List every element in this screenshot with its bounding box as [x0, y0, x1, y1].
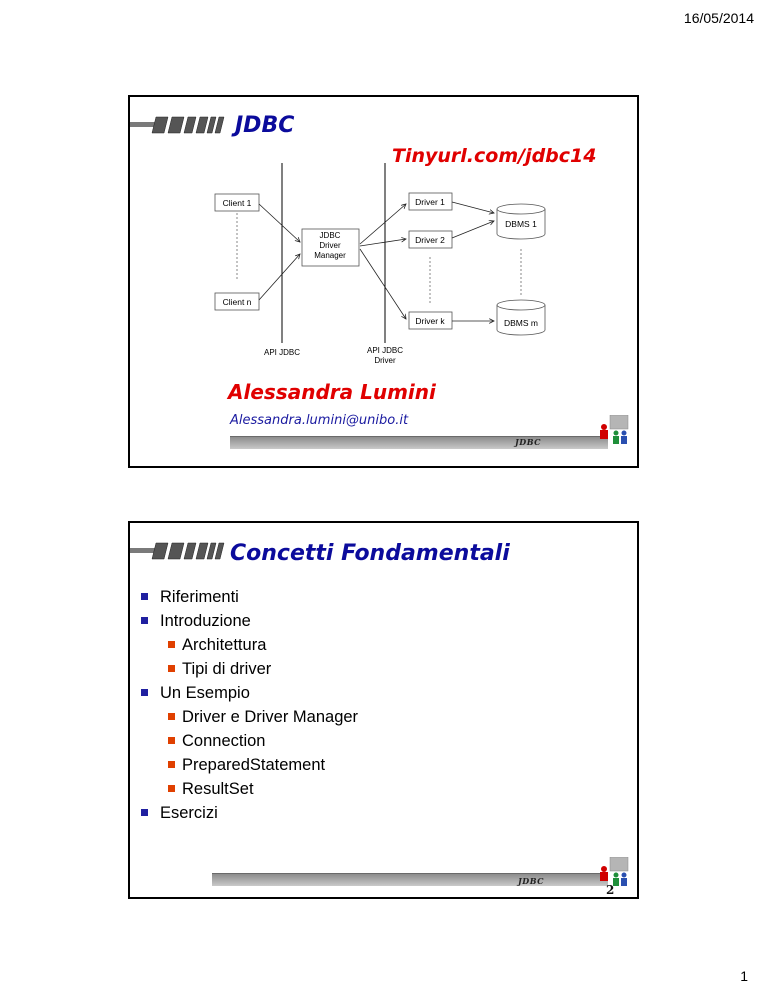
- list-item: Architettura: [130, 633, 358, 657]
- footer-label: JDBC: [515, 437, 541, 447]
- list-item: Connection: [130, 729, 358, 753]
- list-item: Riferimenti: [130, 585, 358, 609]
- topic-list: [130, 585, 358, 825]
- university-logo-icon: [596, 415, 630, 445]
- list-item: Driver e Driver Manager: [130, 705, 358, 729]
- page-number: 1: [740, 968, 748, 984]
- list-item: Tipi di driver: [130, 657, 358, 681]
- api-driver-label-line2: Driver: [374, 356, 396, 365]
- api-jdbc-label: API JDBC: [263, 348, 301, 357]
- jdbc-architecture-diagram: [130, 97, 639, 377]
- tinyurl-link: Tinyurl.com/jdbc14: [392, 145, 597, 167]
- footer-bar: [230, 436, 608, 449]
- slide-number: 2: [606, 883, 615, 897]
- arrow-manager-driver1: [360, 204, 406, 244]
- driver-k-label: Driver k: [415, 316, 445, 326]
- arrow-manager-driverk: [360, 249, 406, 319]
- author-name: Alessandra Lumini: [228, 380, 436, 404]
- manager-label-line2: Driver: [319, 241, 341, 250]
- manager-label-line3: Manager: [314, 251, 346, 260]
- api-driver-label-line1: API JDBC: [366, 346, 404, 355]
- dbms-m-label: DBMS m: [504, 318, 538, 328]
- slide-1: [128, 95, 639, 468]
- client-1-label: Client 1: [222, 198, 252, 208]
- arrow-driver1-dbms1: [452, 202, 494, 213]
- page-date: 16/05/2014: [683, 10, 754, 26]
- slide-2: [128, 521, 639, 899]
- arrow-driver2-dbms1: [452, 221, 494, 238]
- slide-title: Concetti Fondamentali: [230, 541, 510, 566]
- footer-bar: [212, 873, 608, 886]
- arrow-manager-driver2: [360, 239, 406, 246]
- list-item: ResultSet: [130, 777, 358, 801]
- manager-label-line1: JDBC: [319, 231, 341, 240]
- list-item: Un Esempio: [130, 681, 358, 705]
- arrow-client1-manager: [259, 204, 300, 242]
- driver-1-label: Driver 1: [415, 197, 445, 207]
- client-n-label: Client n: [222, 297, 252, 307]
- slide-title: JDBC: [235, 113, 295, 138]
- dbms-1-label: DBMS 1: [505, 219, 537, 229]
- arrow-clientn-manager: [259, 254, 300, 300]
- driver-2-label: Driver 2: [415, 235, 445, 245]
- list-item: PreparedStatement: [130, 753, 358, 777]
- list-item: Introduzione: [130, 609, 358, 633]
- title-decoration: [130, 541, 230, 561]
- list-item: Esercizi: [130, 801, 358, 825]
- author-email: Alessandra.lumini@unibo.it: [230, 413, 409, 428]
- footer-label: JDBC: [518, 876, 544, 886]
